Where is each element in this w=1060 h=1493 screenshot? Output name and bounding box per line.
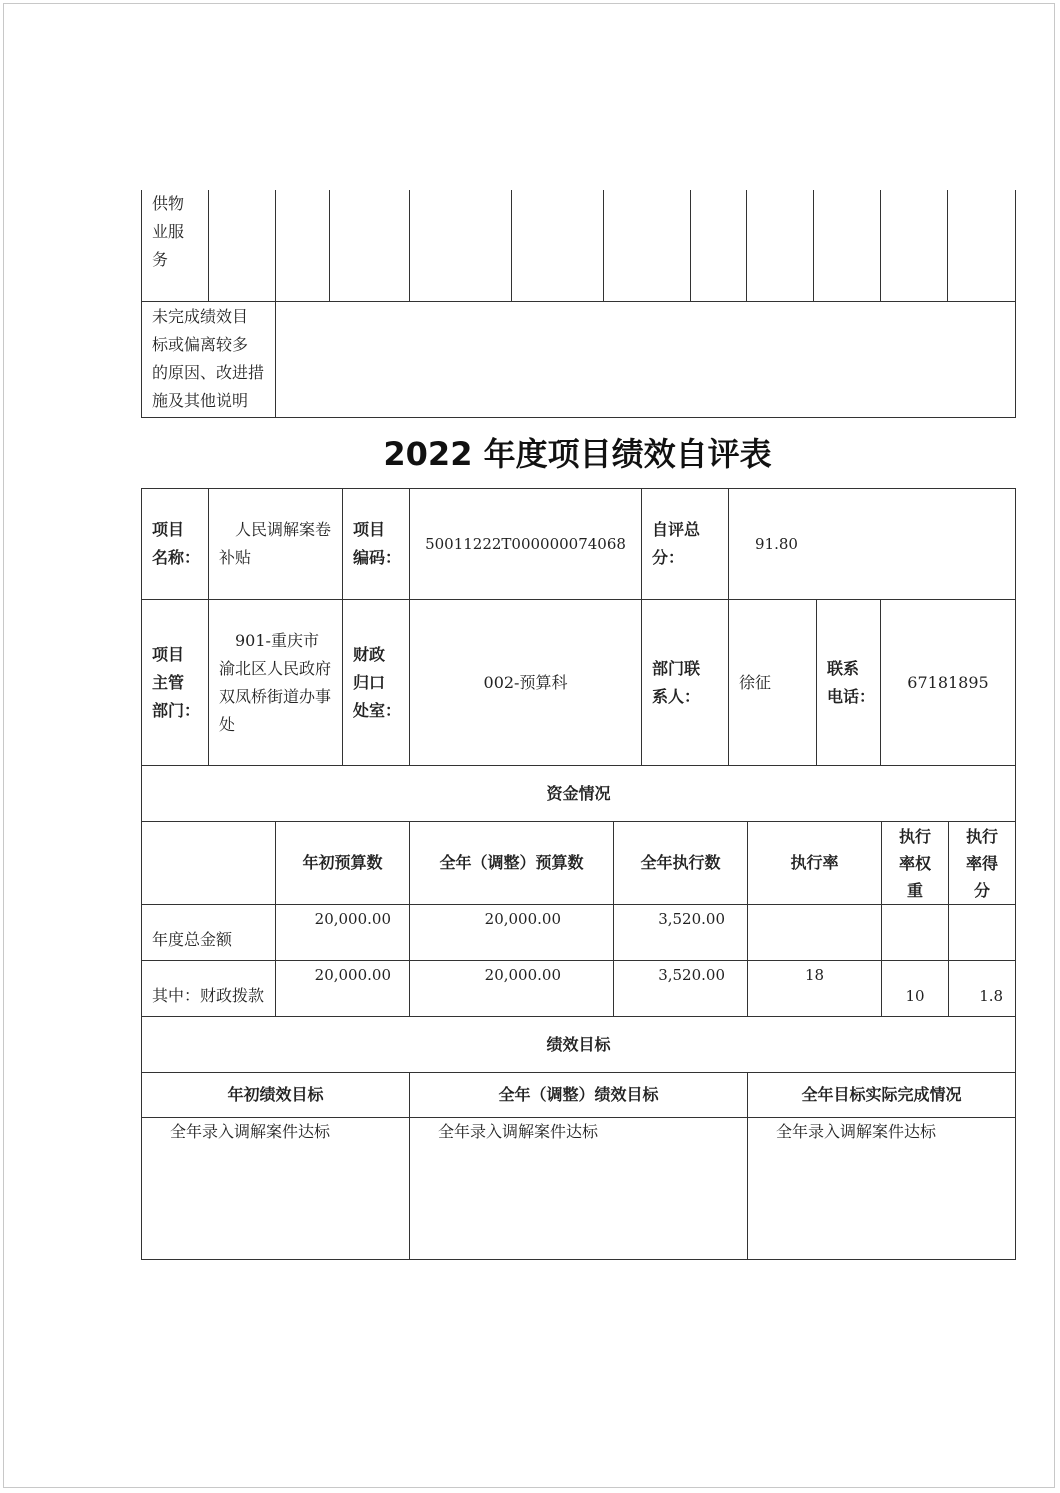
empty-cell	[881, 190, 948, 301]
funds-header-executed: 全年执行数	[614, 822, 748, 905]
phone-label: 联系 电话：	[817, 600, 881, 766]
funds-header-rate: 执行率	[748, 822, 882, 905]
funds-row-total-rate	[748, 905, 882, 961]
goals-value-initial: 全年录入调解案件达标	[142, 1118, 410, 1260]
goals-value-adjusted: 全年录入调解案件达标	[410, 1118, 748, 1260]
empty-cell	[691, 190, 747, 301]
funds-header-empty	[142, 822, 276, 905]
office-value: 002-预算科	[410, 600, 642, 766]
funds-row-fiscal-label: 其中：财政拨款	[142, 961, 276, 1017]
funds-row-total-executed: 3,520.00	[614, 905, 748, 961]
empty-cell	[276, 190, 330, 301]
empty-cell	[814, 190, 881, 301]
funds-row-fiscal-score: 1.8	[949, 961, 1016, 1017]
funds-header-adjusted: 全年（调整）预算数	[410, 822, 614, 905]
funds-section-title: 资金情况	[142, 766, 1016, 822]
office-label: 财政 归口 处室：	[343, 600, 410, 766]
funds-row-total-adjusted: 20,000.00	[410, 905, 614, 961]
unfinished-reason-label: 未完成绩效目 标或偏离较多 的原因、改进措 施及其他说明	[142, 301, 276, 417]
empty-cell	[209, 190, 276, 301]
goals-header-adjusted: 全年（调整）绩效目标	[410, 1073, 748, 1118]
goals-header-initial: 年初绩效目标	[142, 1073, 410, 1118]
empty-cell	[948, 190, 1016, 301]
contact-value: 徐征	[729, 600, 817, 766]
dept-label: 项目 主管 部门：	[142, 600, 209, 766]
goals-value-actual: 全年录入调解案件达标	[748, 1118, 1016, 1260]
self-score-label: 自评总 分：	[642, 489, 729, 600]
project-name-label: 项目 名称：	[142, 489, 209, 600]
funds-table	[141, 765, 1016, 1017]
funds-header-weight: 执行 率权 重	[882, 822, 949, 905]
funds-row-fiscal-weight: 10	[882, 961, 949, 1017]
funds-row-total-score	[949, 905, 1016, 961]
previous-table	[141, 190, 1016, 418]
empty-cell	[410, 190, 512, 301]
funds-row-total-initial: 20,000.00	[276, 905, 410, 961]
funds-row-total-weight	[882, 905, 949, 961]
funds-header-initial: 年初预算数	[276, 822, 410, 905]
unfinished-reason-value	[276, 301, 1016, 417]
project-code-label: 项目 编码：	[343, 489, 410, 600]
project-code-value: 50011222T000000074068	[410, 489, 642, 600]
funds-row-fiscal-executed: 3,520.00	[614, 961, 748, 1017]
document-title: 2022 年度项目绩效自评表	[383, 435, 772, 473]
project-info-table	[141, 488, 1016, 766]
funds-row-total-label: 年度总金额	[142, 905, 276, 961]
empty-cell	[747, 190, 814, 301]
contact-label: 部门联 系人：	[642, 600, 729, 766]
previous-table-continuation	[141, 190, 1015, 417]
funds-row-fiscal-adjusted: 20,000.00	[410, 961, 614, 1017]
funds-row-fiscal-rate: 18	[748, 961, 882, 1017]
empty-cell	[512, 190, 604, 301]
empty-cell	[330, 190, 410, 301]
goals-section-title: 绩效目标	[142, 1017, 1016, 1073]
goals-table	[141, 1016, 1016, 1260]
empty-cell	[604, 190, 691, 301]
goals-header-actual: 全年目标实际完成情况	[748, 1073, 1016, 1118]
project-name-value: 人民调解案卷补贴	[209, 489, 343, 600]
funds-header-score: 执行 率得 分	[949, 822, 1016, 905]
dept-value: 901-重庆市渝北区人民政府双凤桥街道办事处	[209, 600, 343, 766]
service-label: 供物 业服 务	[142, 190, 209, 301]
self-score-value: 91.80	[729, 489, 1016, 600]
funds-row-fiscal-initial: 20,000.00	[276, 961, 410, 1017]
project-info-section	[141, 488, 1015, 1260]
phone-value: 67181895	[881, 600, 1016, 766]
